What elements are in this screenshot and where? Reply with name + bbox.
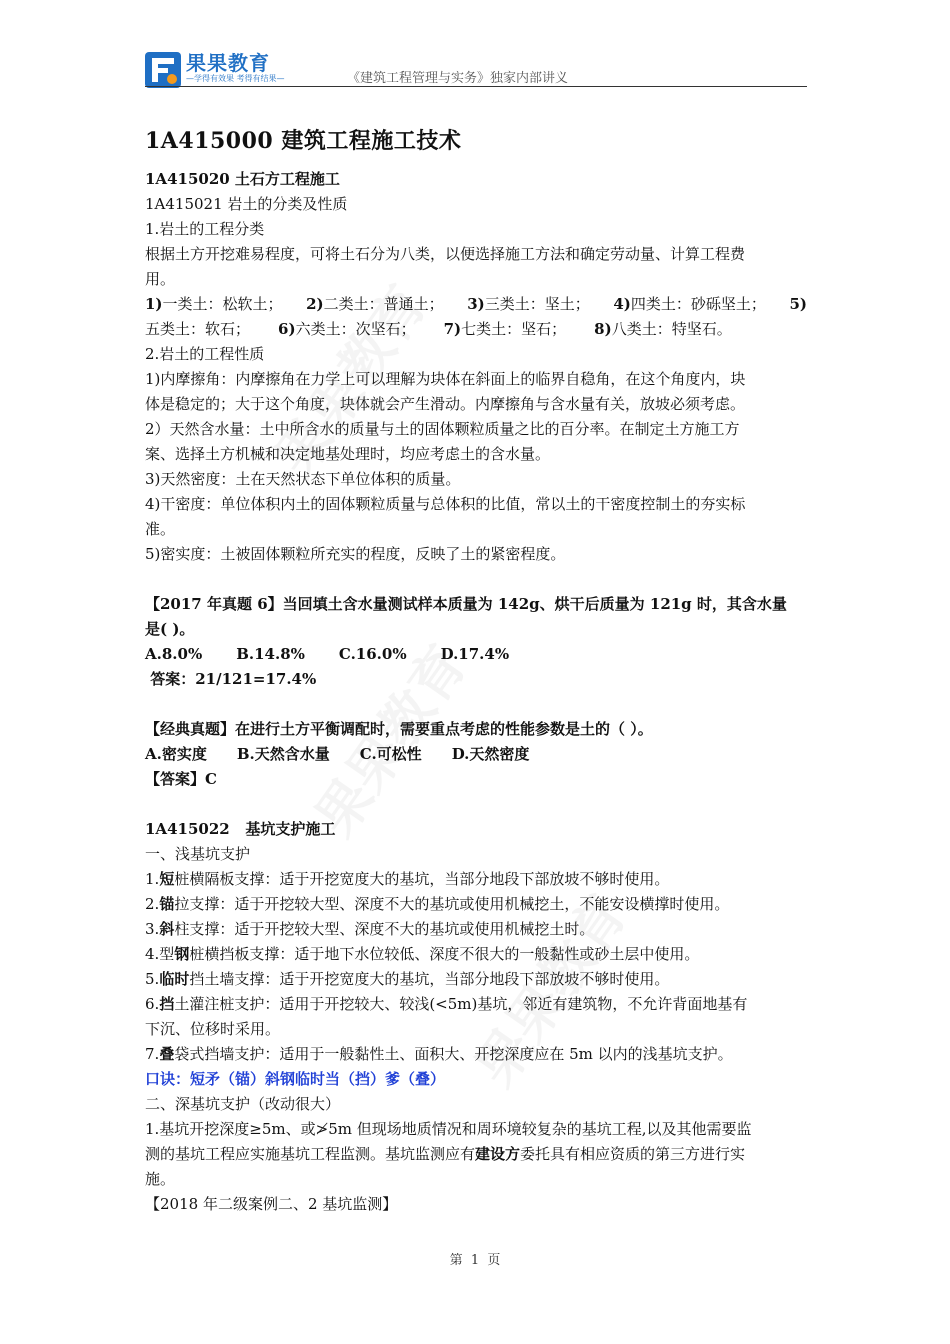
- soil-type: 8)八类土：特坚石。: [594, 320, 732, 338]
- option: A.8.0%: [145, 645, 203, 663]
- soil-type: 7)七类土：坚石；: [443, 320, 567, 338]
- soil-type: 1)一类土：松软土；: [145, 295, 283, 313]
- soil-type: 6)六类土：次坚石；: [278, 320, 416, 338]
- option: D.天然密度: [451, 745, 530, 763]
- answer: 【答案】C: [145, 770, 217, 788]
- paragraph: 测的基坑工程应实施基坑工程监测。基坑监测应有建设方委托具有相应资质的第三方进行实: [145, 1145, 746, 1163]
- answer: 答案：21/121=17.4%: [145, 670, 317, 688]
- topic-heading: 一、浅基坑支护: [145, 845, 251, 863]
- logo-name: 果果教育: [186, 51, 270, 75]
- paragraph: 施。: [145, 1170, 176, 1188]
- soil-type: 2)二类土：普通土；: [306, 295, 444, 313]
- page-header: [145, 50, 807, 90]
- option: C.16.0%: [338, 645, 407, 663]
- question-stem: 【2017 年真题 6】当回填土含水量测试样本质量为 142g、烘干后质量为 121g 时，其含水量: [145, 595, 787, 613]
- soil-type: 4)四类土：砂砾坚土；: [613, 295, 766, 313]
- question-stem: 是( )。: [145, 620, 195, 638]
- soil-types-line-1: [145, 292, 807, 317]
- option: B.14.8%: [236, 645, 305, 663]
- section-heading: 1A415020 土石方工程施工: [145, 170, 340, 188]
- soil-type: 5): [789, 295, 807, 313]
- option: C.可松性: [359, 745, 422, 763]
- paragraph: 2）天然含水量：土中所含水的质量与土的固体颗粒质量之比的百分率。在制定土方施工方: [145, 420, 740, 438]
- option: B.天然含水量: [236, 745, 330, 763]
- list-item: 5.临时挡土墙支撑：适于开挖宽度大的基坑，当部分地段下部放坡不够时使用。: [145, 970, 670, 988]
- paragraph: 根据土方开挖难易程度，可将土石分为八类，以便选择施工方法和确定劳动量、计算工程费: [145, 245, 746, 263]
- paragraph: 体是稳定的；大于这个角度，块体就会产生滑动。内摩擦角与含水量有关，放坡必须考虑。: [145, 395, 746, 413]
- soil-types-line-2: [145, 317, 807, 342]
- page-number: 第 1 页: [449, 1253, 501, 1268]
- paragraph: 1.基坑开挖深度≥5m、或≯5m 但现场地质情况和周环境较复杂的基坑工程,以及其他需要监: [145, 1120, 752, 1138]
- option: D.17.4%: [440, 645, 510, 663]
- question-options: [145, 742, 807, 767]
- document-body: [145, 127, 807, 1217]
- section-heading: 1A415022 基坑支护施工: [145, 820, 336, 838]
- subsection-heading: 1A415021 岩土的分类及性质: [145, 195, 348, 213]
- list-item: 2.锚拉支撑：适于开挖较大型、深度不大的基坑或使用机械挖土，不能安设横撑时使用。: [145, 895, 730, 913]
- question-stem: 【经典真题】在进行土方平衡调配时，需要重点考虑的性能参数是土的（ ）。: [145, 720, 653, 738]
- list-item: 7.叠袋式挡墙支护：适用于一般黏性土、面积大、开挖深度应在 5m 以内的浅基坑支护。: [145, 1045, 733, 1063]
- list-item: 3.斜柱支撑：适于开挖较大型、深度不大的基坑或使用机械挖土时。: [145, 920, 595, 938]
- soil-type: 五类土：软石；: [145, 320, 251, 338]
- paragraph: 下沉、位移时采用。: [145, 1020, 281, 1038]
- mnemonic: 口诀：短矛（锚）斜钢临时当（挡）爹（叠）: [145, 1070, 446, 1088]
- paragraph: 案、选择土方机械和决定地基处理时，均应考虑土的含水量。: [145, 445, 551, 463]
- header-divider: [145, 86, 807, 87]
- option: A.密实度: [145, 745, 207, 763]
- case-reference: 【2018 年二级案例二、2 基坑监测】: [145, 1195, 398, 1213]
- list-item: 6.挡土灌注桩支护：适用于开挖较大、较浅(<5m)基坑，邻近有建筑物，不允许背面地基有: [145, 995, 748, 1013]
- list-item: 4.型钢桩横挡板支撑：适于地下水位较低、深度不很大的一般黏性或砂土层中使用。: [145, 945, 700, 963]
- soil-type: 3)三类土：坚土；: [467, 295, 590, 313]
- topic-heading: 2.岩土的工程性质: [145, 345, 265, 363]
- paragraph: 4)干密度：单位体积内土的固体颗粒质量与总体积的比值，常以土的干密度控制土的夯实标: [145, 495, 746, 513]
- logo-slogan: —学得有效果 考得有结果—: [186, 74, 285, 83]
- paragraph: 3)天然密度：土在天然状态下单位体积的质量。: [145, 470, 461, 488]
- topic-heading: 二、深基坑支护（改动很大）: [145, 1095, 341, 1113]
- paragraph: 准。: [145, 520, 176, 538]
- logo: [145, 52, 285, 88]
- header-title: 《建筑工程管理与实务》独家内部讲义: [347, 71, 569, 86]
- page-title: 1A415000 建筑工程施工技术: [145, 128, 462, 154]
- list-item: 1.短桩横隔板支撑：适于开挖宽度大的基坑，当部分地段下部放坡不够时使用。: [145, 870, 670, 888]
- paragraph: 用。: [145, 270, 176, 288]
- paragraph: 5)密实度：土被固体颗粒所充实的程度，反映了土的紧密程度。: [145, 545, 566, 563]
- topic-heading: 1.岩土的工程分类: [145, 220, 265, 238]
- logo-icon: [145, 52, 181, 88]
- paragraph: 1)内摩擦角：内摩擦角在力学上可以理解为块体在斜面上的临界自稳角，在这个角度内，块: [145, 370, 746, 388]
- question-options: [145, 642, 807, 667]
